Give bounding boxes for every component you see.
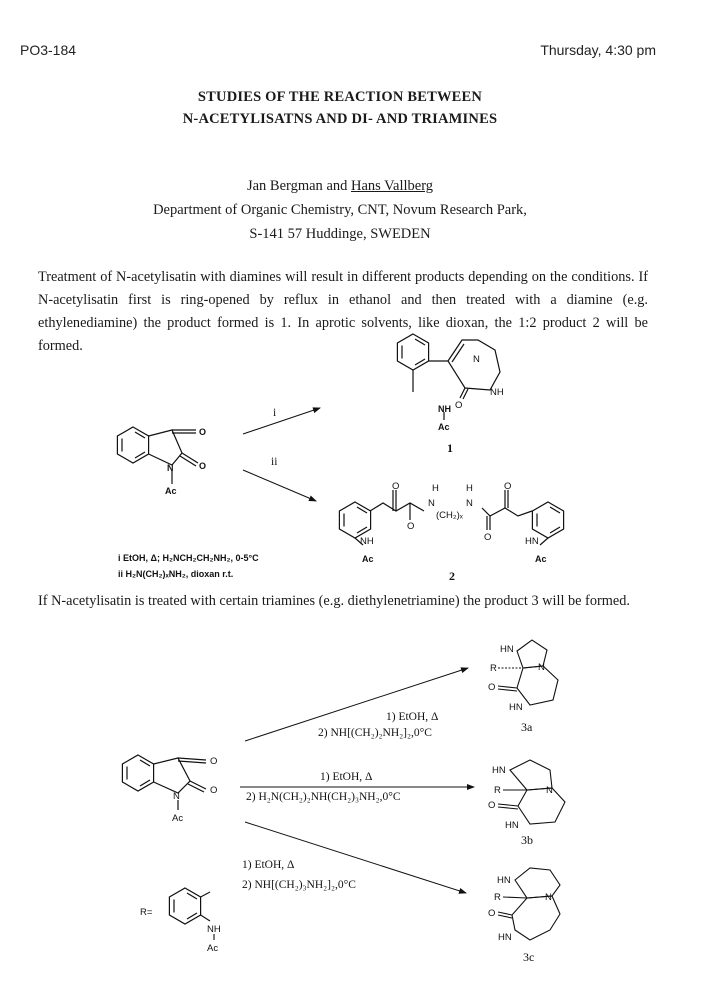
atom-label: NH <box>490 387 504 398</box>
atom-label: NH <box>438 404 451 414</box>
atom-label: HN <box>497 875 511 886</box>
r-definition-label: R= <box>140 907 153 918</box>
author-1: Jan Bergman <box>246 178 323 194</box>
atom-label: N <box>167 463 174 473</box>
atom-label: H <box>466 483 473 494</box>
atom-label: O <box>392 481 400 492</box>
affiliation-line-2: S-141 57 Huddinge, SWEDEN <box>249 226 431 242</box>
atom-label: O <box>210 756 218 767</box>
atom-label: Ac <box>535 554 547 564</box>
atom-label: Ac <box>165 486 177 496</box>
compound-3b-structure <box>498 760 565 824</box>
atom-label: R <box>494 785 501 796</box>
paragraph-1: Treatment of N-acetylisatin with diamines will result in different products depending on the conditions. If N-acetylisatin first is ring-opened by reflux in ethanol and then treated with a diamine (e.g. ethylenediamine) the product formed is 1. In aprotic solvents, like dioxan, the 1:2 product 2 will be formed. <box>38 269 648 354</box>
atom-label: N <box>545 892 552 903</box>
compound-label-1: 1 <box>447 441 453 455</box>
atom-label: O <box>488 908 496 919</box>
atom-label: HN <box>492 765 506 776</box>
atom-label: HN <box>505 820 519 831</box>
atom-label: Ac <box>207 943 219 954</box>
atom-label: Ac <box>438 422 450 432</box>
atom-label: N <box>466 498 473 509</box>
atom-label: NH <box>207 924 221 935</box>
atom-label: O <box>199 427 207 437</box>
atom-label: O <box>488 800 496 811</box>
title-line-1: STUDIES OF THE REACTION BETWEEN <box>197 89 483 105</box>
chain-label: (CH₂)ₓ <box>436 510 463 521</box>
title-line-2: N-ACETYLISATNS AND DI- AND TRIAMINES <box>182 111 498 127</box>
paragraph-2: If N-acetylisatin is treated with certain triamines (e.g. diethylenetriamine) the product 3 will be formed. <box>38 593 630 609</box>
conditions-3a-step1: 1) EtOH, Δ <box>386 711 439 723</box>
session-time: Thursday, 4:30 pm <box>540 42 656 58</box>
atom-label: NH <box>360 536 374 547</box>
compound-label-3c: 3c <box>523 950 535 964</box>
conditions-3c-step1: 1) EtOH, Δ <box>242 859 295 871</box>
compound-label-3a: 3a <box>521 720 533 734</box>
arrow-label-i: i <box>273 407 277 419</box>
atom-label: Ac <box>362 554 374 564</box>
atom-label: O <box>407 521 415 532</box>
arrow-label-ii: ii <box>271 456 278 468</box>
atom-label: O <box>504 481 512 492</box>
atom-label: O <box>488 682 496 693</box>
atom-label: N <box>473 354 480 365</box>
conditions-3b-step1: 1) EtOH, Δ <box>320 771 373 783</box>
conditions-ii: ii H₂N(CH₂)ₓNH₂, dioxan r.t. <box>118 569 234 579</box>
reaction-arrow-i <box>243 408 320 434</box>
abstract-code: PO3-184 <box>20 42 77 58</box>
atom-label: O <box>199 461 207 471</box>
atom-label: HN <box>498 932 512 943</box>
atom-label: N <box>546 785 553 796</box>
compound-label-3b: 3b <box>521 833 533 847</box>
author-separator: and <box>322 178 351 194</box>
atom-label: O <box>455 400 463 411</box>
atom-label: O <box>484 532 492 543</box>
conditions-3c-step2: 2) NH[(CH₂)₃NH₂]₂,0°C <box>242 879 356 891</box>
author-2-presenting: Hans Vallberg <box>351 178 434 194</box>
n-acetylisatin-structure-2 <box>122 755 206 810</box>
atom-label: N <box>538 662 545 673</box>
atom-label: N <box>173 791 180 802</box>
conditions-3b-step2: 2) H₂N(CH₂)₂NH(CH₂)₃NH₂,0°C <box>246 791 401 803</box>
atom-label: R <box>494 892 501 903</box>
atom-label: R <box>490 663 497 674</box>
affiliation-line-1: Department of Organic Chemistry, CNT, Novum Research Park, <box>153 202 527 218</box>
atom-label: HN <box>509 702 523 713</box>
atom-label: H <box>432 483 439 494</box>
conditions-3a-step2: 2) NH[(CH₂)₂NH₂]₂,0°C <box>318 727 432 739</box>
atom-label: N <box>428 498 435 509</box>
conditions-i: i EtOH, Δ; H₂NCH₂CH₂NH₂, 0-5°C <box>118 553 259 563</box>
atom-label: O <box>210 785 218 796</box>
atom-label: HN <box>500 644 514 655</box>
atom-label: HN <box>525 536 539 547</box>
atom-label: Ac <box>172 813 184 824</box>
compound-label-2: 2 <box>449 569 455 583</box>
n-acetylisatin-structure <box>117 427 198 484</box>
reaction-arrow-ii <box>243 470 316 501</box>
